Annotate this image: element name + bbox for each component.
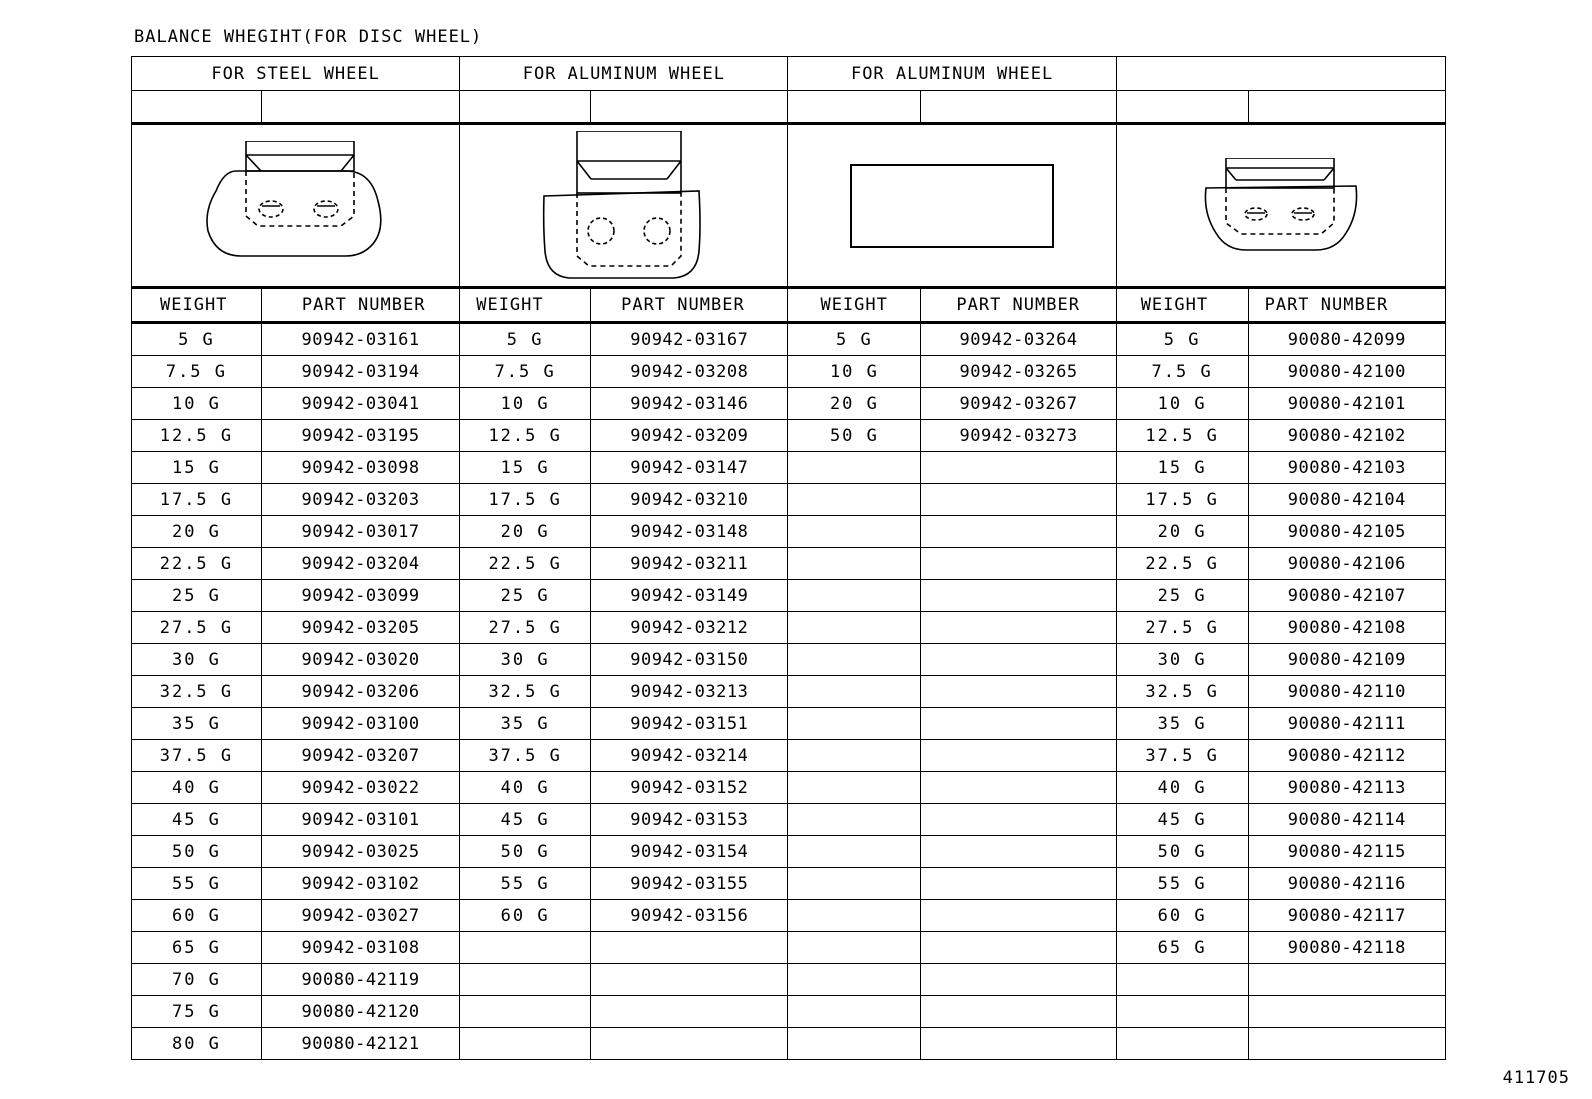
part-number-cell: 90942-03148: [591, 516, 788, 548]
part-number-cell: 90080-42119: [261, 964, 459, 996]
weight-cell: 25 G: [460, 580, 591, 612]
part-number-cell: 90942-03209: [591, 420, 788, 452]
weight-cell: 25 G: [132, 580, 262, 612]
part-number-cell: 90080-42105: [1248, 516, 1445, 548]
weight-cell: [1116, 996, 1248, 1028]
table-row: [132, 932, 1446, 964]
weight-cell: 10 G: [460, 388, 591, 420]
part-number-cell: 90942-03205: [261, 612, 459, 644]
weight-cell: [1116, 1028, 1248, 1060]
weight-cell: 12.5 G: [460, 420, 591, 452]
blank-cell: [261, 91, 459, 124]
steel-weight-illustration: [132, 124, 460, 288]
adhesive-weight-illustration: [788, 124, 1116, 288]
table-row: [132, 868, 1446, 900]
weight-cell: 65 G: [132, 932, 262, 964]
table-row: [132, 548, 1446, 580]
weight-cell: 45 G: [1116, 804, 1248, 836]
column-header-row: [132, 288, 1446, 323]
part-number-cell: 90942-03211: [591, 548, 788, 580]
part-number-cell: 90942-03041: [261, 388, 459, 420]
part-number-cell: 90942-03213: [591, 676, 788, 708]
weight-cell: 35 G: [1116, 708, 1248, 740]
part-number-cell: 90080-42112: [1248, 740, 1445, 772]
table-row: [132, 676, 1446, 708]
weight-cell: 22.5 G: [460, 548, 591, 580]
part-number-cell: 90942-03020: [261, 644, 459, 676]
part-number-header: PART NUMBER: [261, 288, 459, 323]
weight-cell: 37.5 G: [460, 740, 591, 772]
weight-cell: 22.5 G: [132, 548, 262, 580]
weight-header: WEIGHT: [788, 288, 921, 323]
weight-cell: 55 G: [132, 868, 262, 900]
part-number-cell: [921, 484, 1116, 516]
weight-cell: [788, 676, 921, 708]
weight-cell: [788, 644, 921, 676]
group-heading-steel: FOR STEEL WHEEL: [132, 57, 460, 91]
part-number-cell: 90080-42113: [1248, 772, 1445, 804]
part-number-cell: [921, 868, 1116, 900]
weight-cell: 17.5 G: [132, 484, 262, 516]
part-number-cell: 90942-03152: [591, 772, 788, 804]
table-row: [132, 772, 1446, 804]
weight-cell: 40 G: [1116, 772, 1248, 804]
weight-cell: 7.5 G: [1116, 356, 1248, 388]
group-heading-row: [132, 57, 1446, 91]
part-number-cell: [921, 676, 1116, 708]
part-number-cell: 90080-42110: [1248, 676, 1445, 708]
weight-cell: [788, 836, 921, 868]
part-number-cell: 90942-03273: [921, 420, 1116, 452]
part-number-cell: 90942-03146: [591, 388, 788, 420]
part-number-cell: [921, 836, 1116, 868]
part-number-cell: [921, 644, 1116, 676]
part-number-cell: [921, 516, 1116, 548]
weight-cell: 25 G: [1116, 580, 1248, 612]
weight-cell: 37.5 G: [1116, 740, 1248, 772]
part-number-cell: 90942-03264: [921, 323, 1116, 356]
weight-cell: 10 G: [788, 356, 921, 388]
part-number-cell: 90942-03101: [261, 804, 459, 836]
illustration-row: [132, 124, 1446, 288]
weight-cell: 7.5 G: [460, 356, 591, 388]
table-row: [132, 964, 1446, 996]
weight-cell: 60 G: [1116, 900, 1248, 932]
weight-cell: 35 G: [132, 708, 262, 740]
weight-cell: 20 G: [460, 516, 591, 548]
part-number-cell: 90942-03267: [921, 388, 1116, 420]
weight-cell: 27.5 G: [132, 612, 262, 644]
part-number-cell: 90080-42104: [1248, 484, 1445, 516]
part-number-cell: 90942-03108: [261, 932, 459, 964]
group-heading-unlabeled: [1116, 57, 1445, 91]
weight-cell: 50 G: [460, 836, 591, 868]
part-number-cell: 90080-42118: [1248, 932, 1445, 964]
small-clip-weight-icon: [1201, 158, 1361, 253]
part-number-cell: 90942-03214: [591, 740, 788, 772]
part-number-cell: [921, 900, 1116, 932]
table-row: [132, 708, 1446, 740]
weight-cell: 70 G: [132, 964, 262, 996]
weight-header: WEIGHT: [132, 288, 262, 323]
weight-cell: [460, 1028, 591, 1060]
weight-cell: 17.5 G: [460, 484, 591, 516]
weight-cell: 55 G: [1116, 868, 1248, 900]
part-number-cell: 90942-03147: [591, 452, 788, 484]
part-number-cell: 90080-42106: [1248, 548, 1445, 580]
steel-clip-weight-icon: [196, 141, 396, 271]
weight-header: WEIGHT: [460, 288, 591, 323]
part-number-cell: 90942-03022: [261, 772, 459, 804]
weight-cell: 40 G: [460, 772, 591, 804]
weight-cell: [788, 740, 921, 772]
part-number-cell: 90942-03207: [261, 740, 459, 772]
part-number-cell: [1248, 1028, 1445, 1060]
part-number-cell: 90080-42108: [1248, 612, 1445, 644]
small-weight-illustration: [1116, 124, 1445, 288]
part-number-cell: 90080-42102: [1248, 420, 1445, 452]
part-number-cell: [921, 708, 1116, 740]
balance-weight-table: [131, 56, 1446, 1076]
part-number-cell: 90942-03208: [591, 356, 788, 388]
weight-cell: [788, 580, 921, 612]
part-number-cell: [1248, 996, 1445, 1028]
weight-cell: 32.5 G: [132, 676, 262, 708]
part-number-cell: [921, 804, 1116, 836]
weight-cell: [788, 772, 921, 804]
part-number-cell: [591, 996, 788, 1028]
weight-cell: 20 G: [788, 388, 921, 420]
part-number-cell: [921, 996, 1116, 1028]
blank-cell: [788, 91, 921, 124]
part-number-header: PART NUMBER: [591, 288, 788, 323]
weight-cell: 17.5 G: [1116, 484, 1248, 516]
weight-cell: 15 G: [460, 452, 591, 484]
weight-cell: 12.5 G: [1116, 420, 1248, 452]
part-number-cell: [921, 772, 1116, 804]
weight-cell: [460, 996, 591, 1028]
part-number-cell: 90942-03156: [591, 900, 788, 932]
blank-row: [132, 91, 1446, 124]
part-number-cell: [921, 932, 1116, 964]
weight-cell: 22.5 G: [1116, 548, 1248, 580]
weight-cell: 15 G: [1116, 452, 1248, 484]
table-row: [132, 836, 1446, 868]
table-row: [132, 580, 1446, 612]
part-number-cell: 90942-03203: [261, 484, 459, 516]
table-row: [132, 420, 1446, 452]
part-number-cell: [921, 612, 1116, 644]
weight-cell: [788, 452, 921, 484]
weight-cell: 50 G: [1116, 836, 1248, 868]
group-heading-aluminum-adhesive: FOR ALUMINUM WHEEL: [788, 57, 1116, 91]
part-number-cell: 90080-42107: [1248, 580, 1445, 612]
part-number-cell: 90942-03206: [261, 676, 459, 708]
part-number-cell: 90080-42120: [261, 996, 459, 1028]
weight-cell: 60 G: [460, 900, 591, 932]
weight-cell: 35 G: [460, 708, 591, 740]
weight-cell: 60 G: [132, 900, 262, 932]
weight-cell: 80 G: [132, 1028, 262, 1060]
part-number-cell: 90942-03017: [261, 516, 459, 548]
weight-cell: [788, 1028, 921, 1060]
part-number-cell: 90942-03167: [591, 323, 788, 356]
part-number-cell: [921, 580, 1116, 612]
weight-cell: 15 G: [132, 452, 262, 484]
part-number-header: PART NUMBER: [1248, 288, 1445, 323]
weight-cell: [788, 964, 921, 996]
weight-cell: 50 G: [132, 836, 262, 868]
part-number-cell: [591, 932, 788, 964]
weight-cell: 65 G: [1116, 932, 1248, 964]
part-number-cell: [591, 964, 788, 996]
part-number-cell: 90080-42121: [261, 1028, 459, 1060]
part-number-cell: 90942-03150: [591, 644, 788, 676]
weight-cell: [788, 516, 921, 548]
table-row: [132, 900, 1446, 932]
part-number-cell: [921, 548, 1116, 580]
table-row: [132, 1028, 1446, 1060]
weight-cell: [788, 868, 921, 900]
weight-cell: [460, 932, 591, 964]
table-row: [132, 388, 1446, 420]
weight-cell: 27.5 G: [1116, 612, 1248, 644]
part-number-cell: 90942-03151: [591, 708, 788, 740]
part-number-cell: 90942-03194: [261, 356, 459, 388]
weight-cell: 10 G: [132, 388, 262, 420]
part-number-cell: 90942-03149: [591, 580, 788, 612]
part-number-cell: [1248, 964, 1445, 996]
part-number-cell: 90080-42114: [1248, 804, 1445, 836]
weight-cell: [788, 996, 921, 1028]
part-number-cell: 90942-03161: [261, 323, 459, 356]
weight-cell: 27.5 G: [460, 612, 591, 644]
weight-cell: 32.5 G: [1116, 676, 1248, 708]
blank-cell: [1248, 91, 1445, 124]
weight-cell: 37.5 G: [132, 740, 262, 772]
part-number-cell: 90080-42099: [1248, 323, 1445, 356]
part-number-cell: 90942-03204: [261, 548, 459, 580]
blank-cell: [1116, 91, 1248, 124]
part-number-cell: 90942-03210: [591, 484, 788, 516]
weight-cell: [460, 964, 591, 996]
weight-cell: 5 G: [1116, 323, 1248, 356]
part-number-cell: [921, 964, 1116, 996]
part-number-cell: 90080-42101: [1248, 388, 1445, 420]
table-row: [132, 612, 1446, 644]
weight-cell: 45 G: [132, 804, 262, 836]
table-row: [132, 452, 1446, 484]
part-number-cell: [591, 1028, 788, 1060]
weight-cell: 7.5 G: [132, 356, 262, 388]
weight-cell: [788, 484, 921, 516]
weight-cell: 5 G: [132, 323, 262, 356]
weight-cell: [788, 708, 921, 740]
table-row: [132, 484, 1446, 516]
part-number-cell: 90942-03155: [591, 868, 788, 900]
blank-cell: [921, 91, 1116, 124]
part-number-cell: [921, 1028, 1116, 1060]
weight-cell: [1116, 964, 1248, 996]
blank-cell: [460, 91, 591, 124]
table-row: [132, 356, 1446, 388]
aluminum-weight-illustration: [460, 124, 788, 288]
adhesive-weight-icon: [847, 161, 1057, 251]
aluminum-clip-weight-icon: [539, 131, 709, 281]
weight-cell: [788, 900, 921, 932]
table-row: [132, 996, 1446, 1028]
part-number-cell: 90942-03154: [591, 836, 788, 868]
part-number-cell: [921, 452, 1116, 484]
part-number-cell: 90080-42109: [1248, 644, 1445, 676]
part-number-cell: 90080-42111: [1248, 708, 1445, 740]
part-number-cell: 90942-03212: [591, 612, 788, 644]
part-number-cell: 90080-42117: [1248, 900, 1445, 932]
part-number-cell: 90942-03153: [591, 804, 788, 836]
weight-cell: 75 G: [132, 996, 262, 1028]
blank-cell: [132, 91, 262, 124]
part-number-cell: 90942-03195: [261, 420, 459, 452]
part-number-header: PART NUMBER: [921, 288, 1116, 323]
weight-cell: 12.5 G: [132, 420, 262, 452]
weight-cell: 30 G: [460, 644, 591, 676]
part-number-cell: 90080-42116: [1248, 868, 1445, 900]
table-row: [132, 644, 1446, 676]
weight-cell: 55 G: [460, 868, 591, 900]
part-number-cell: 90942-03102: [261, 868, 459, 900]
weight-cell: 50 G: [788, 420, 921, 452]
weight-cell: 20 G: [132, 516, 262, 548]
weight-cell: 5 G: [788, 323, 921, 356]
part-number-cell: 90080-42100: [1248, 356, 1445, 388]
document-title: BALANCE WHEGIHT(FOR DISC WHEEL): [134, 27, 483, 47]
part-number-cell: 90942-03100: [261, 708, 459, 740]
part-number-cell: 90080-42103: [1248, 452, 1445, 484]
weight-cell: [788, 548, 921, 580]
document-number: 411705: [1502, 1068, 1570, 1088]
table-row: [132, 804, 1446, 836]
group-heading-aluminum: FOR ALUMINUM WHEEL: [460, 57, 788, 91]
part-number-cell: 90942-03098: [261, 452, 459, 484]
part-number-cell: 90080-42115: [1248, 836, 1445, 868]
table-row: [132, 516, 1446, 548]
part-number-cell: 90942-03025: [261, 836, 459, 868]
weight-cell: [788, 612, 921, 644]
blank-cell: [591, 91, 788, 124]
part-number-cell: 90942-03265: [921, 356, 1116, 388]
weight-cell: 20 G: [1116, 516, 1248, 548]
weight-cell: 45 G: [460, 804, 591, 836]
weight-cell: [788, 932, 921, 964]
weight-cell: 40 G: [132, 772, 262, 804]
weight-cell: 5 G: [460, 323, 591, 356]
weight-cell: 10 G: [1116, 388, 1248, 420]
table-row: [132, 740, 1446, 772]
table-row: [132, 323, 1446, 356]
part-number-cell: 90942-03099: [261, 580, 459, 612]
weight-cell: 30 G: [132, 644, 262, 676]
weight-cell: 30 G: [1116, 644, 1248, 676]
part-number-cell: 90942-03027: [261, 900, 459, 932]
weight-cell: [788, 804, 921, 836]
weight-header: WEIGHT: [1116, 288, 1248, 323]
weight-cell: 32.5 G: [460, 676, 591, 708]
part-number-cell: [921, 740, 1116, 772]
